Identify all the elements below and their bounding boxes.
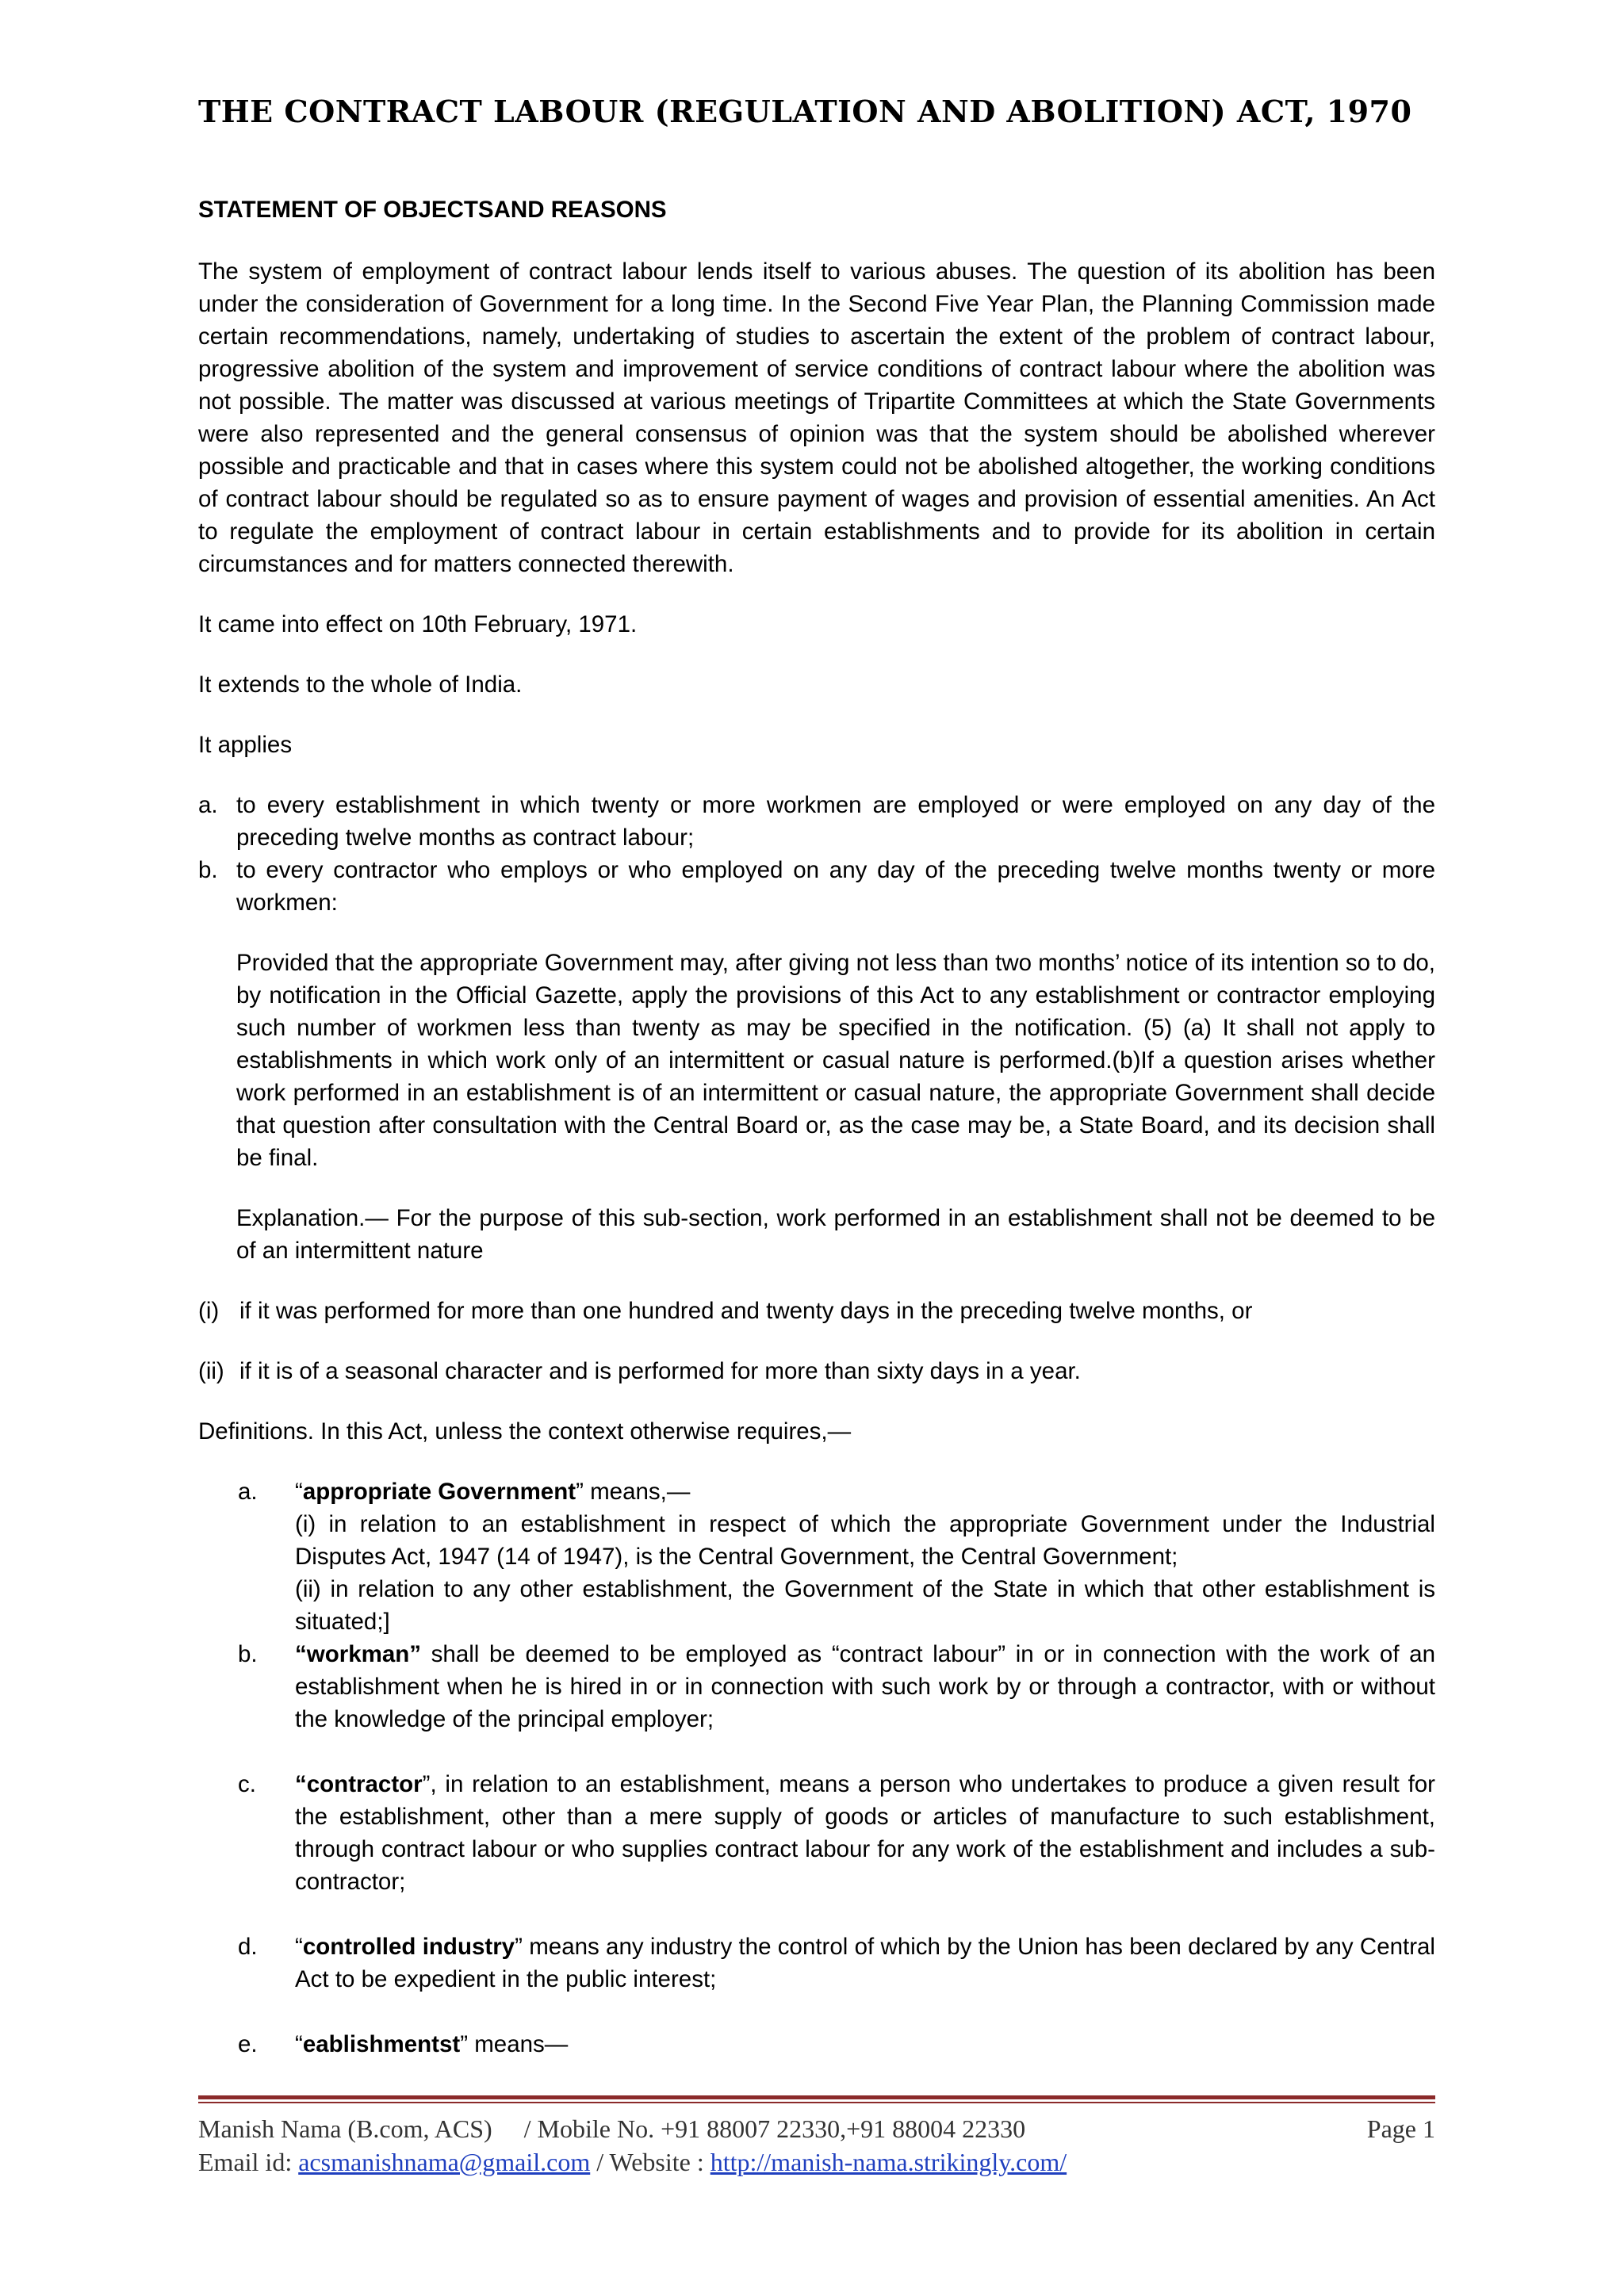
list-marker: (i) xyxy=(198,1298,220,1324)
list-item xyxy=(198,789,1435,854)
website-link[interactable]: http://manish-nama.strikingly.com/ xyxy=(710,2148,1067,2176)
page-footer xyxy=(198,2112,1435,2179)
definition-term: eablishmentst xyxy=(302,2031,461,2057)
definition-text: shall be deemed to be employed as “contract labour” in or in connection with the work of an establishment when he is hired in or in connection with such work by or through a contractor, with or without the knowledge of the principal employer; xyxy=(295,1641,1435,1732)
definitions-intro: Definitions. In this Act, unless the context otherwise requires,— xyxy=(198,1418,852,1445)
email-label: Email id: xyxy=(198,2148,299,2176)
applies-list xyxy=(198,789,1435,919)
list-item xyxy=(198,854,1435,919)
list-item-text: if it was performed for more than one hundred and twenty days in the preceding twelve months, or xyxy=(239,1298,1253,1324)
document-page xyxy=(198,0,1435,2296)
footer-row xyxy=(198,2145,1435,2179)
footer-divider xyxy=(198,2102,1435,2103)
definition-term: “contractor xyxy=(295,1771,423,1797)
document-body xyxy=(198,255,1435,2061)
list-marker: (ii) xyxy=(198,1358,224,1384)
footer-divider xyxy=(198,2095,1435,2099)
footer-author: Manish Nama (B.com, ACS) / Mobile No. +91 88007 22330,+91 88004 22330 xyxy=(198,2114,1026,2143)
proviso-paragraph: Provided that the appropriate Government may, after giving not less than two months’ notice of its intention so to do, by notification in the Official Gazette, apply the provisions of this Act to any establishment or contractor employing such number of workmen less than twenty as may be specified in the notification. (5) (a) It shall not apply to establishments in which work only of an intermittent or casual nature is performed.(b)If a question arises whether work performed in an establishment is of an intermittent or casual nature, the appropriate Government shall decide that question after consultation with the Central Board or, as the case may be, a State Board, and its decision shall be final. xyxy=(236,950,1435,1171)
list-item xyxy=(198,1295,1435,1327)
applies-heading: It applies xyxy=(198,732,293,758)
definition-term: appropriate Government xyxy=(302,1479,576,1505)
list-marker: a. xyxy=(238,1479,258,1505)
definition-contractor xyxy=(198,1768,1435,1898)
list-marker: d. xyxy=(238,1934,258,1960)
definitions-list xyxy=(198,1475,1435,2061)
email-link[interactable]: acsmanishnama@gmail.com xyxy=(298,2148,591,2176)
effect-date: It came into effect on 10th February, 1971. xyxy=(198,611,638,637)
list-item-text: if it is of a seasonal character and is performed for more than sixty days in a year. xyxy=(239,1358,1081,1384)
quote-mark: “ xyxy=(295,1934,303,1960)
list-marker: c. xyxy=(238,1771,256,1797)
list-item-text: to every contractor who employs or who employed on any day of the preceding twelve months twenty or more workmen: xyxy=(236,857,1435,916)
list-item-text: to every establishment in which twenty or more workmen are employed or were employed on any day of the preceding twelve months as contract labour; xyxy=(236,792,1435,851)
definition-appropriate-government xyxy=(198,1475,1435,1638)
definition-text: ” means any industry the control of which by the Union has been declared by any Central Act to be expedient in the public interest; xyxy=(295,1934,1435,1992)
definition-establishment xyxy=(198,2028,1435,2061)
section-subheading: STATEMENT OF OBJECTSAND REASONS xyxy=(198,197,667,223)
definition-text: ” means— xyxy=(460,2031,569,2057)
act-title: THE CONTRACT LABOUR (REGULATION AND ABOLITION) ACT, 1970 xyxy=(198,94,1412,129)
intro-paragraph: The system of employment of contract labour lends itself to various abuses. The question of its abolition has been under the consideration of Government for a long time. In the Second Five Year Plan, the Planning Commission made certain recommendations, namely, undertaking of studies to ascertain the extent of the problem of contract labour, progressive abolition of the system and improvement of service conditions of contract labour where the abolition was not possible. The matter was discussed at various meetings of Tripartite Committees at which the State Governments were also represented and the general consensus of opinion was that the system should be abolished wherever possible and practicable and that in cases where this system could not be abolished altogether, the working conditions of contract labour should be regulated so as to ensure payment of wages and provision of essential amenities. An Act to regulate the employment of contract labour in certain establishments and to provide for its abolition in certain circumstances and for matters connected therewith. xyxy=(198,258,1435,577)
page-number: Page 1 xyxy=(1366,2114,1435,2143)
website-label: / Website : xyxy=(590,2148,710,2176)
list-marker: b. xyxy=(238,1641,258,1667)
footer-row xyxy=(198,2112,1435,2145)
definition-subclause: (i) in relation to an establishment in respect of which the appropriate Government under the Industrial Disputes Act, 1947 (14 of 1947), is the Central Government, the Central Government; xyxy=(295,1511,1435,1570)
definition-term: “workman” xyxy=(295,1641,422,1667)
definition-term: controlled industry xyxy=(302,1934,515,1960)
quote-mark: “ xyxy=(295,1479,303,1505)
definition-workman xyxy=(198,1638,1435,1735)
extent-statement: It extends to the whole of India. xyxy=(198,672,523,698)
quote-mark: “ xyxy=(295,2031,303,2057)
definition-text: ”, in relation to an establishment, means a person who undertakes to produce a given result for the establishment, other than a mere supply of goods or articles of manufacture to such establishment, through contract labour or who supplies contract labour for any work of the establishment and includes a sub-contractor; xyxy=(295,1771,1435,1895)
definition-text: ” means,— xyxy=(576,1479,691,1505)
list-marker: a. xyxy=(198,792,218,818)
definition-subclause: (ii) in relation to any other establishment, the Government of the State in which that other establishment is situated;] xyxy=(295,1576,1435,1635)
list-marker: b. xyxy=(198,857,218,883)
definition-controlled-industry xyxy=(198,1931,1435,1996)
list-marker: e. xyxy=(238,2031,258,2057)
explanation-paragraph: Explanation.— For the purpose of this sub-section, work performed in an establishment shall not be deemed to be of an intermittent nature xyxy=(236,1205,1435,1264)
list-item xyxy=(198,1355,1435,1387)
